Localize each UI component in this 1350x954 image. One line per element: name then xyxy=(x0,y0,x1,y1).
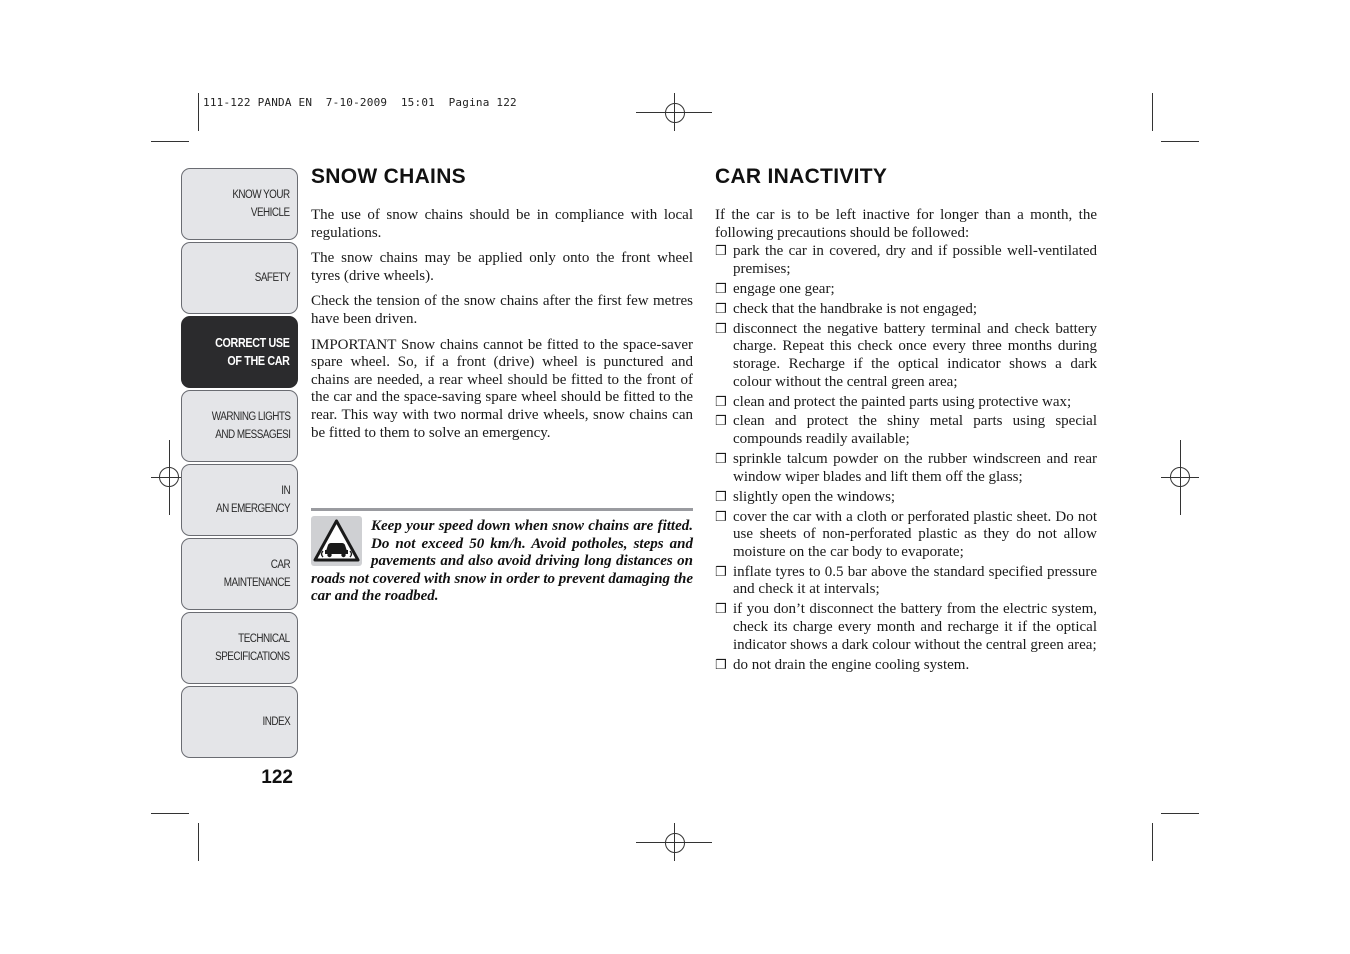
paragraph: The snow chains may be applied only onto the front wheel tyres (drive wheels). xyxy=(311,250,693,284)
paragraph: The use of snow chains should be in compliance with local regulations. xyxy=(311,207,693,241)
list-item: ❒ inflate tyres to 0.5 bar above the standard specified pressure and check it at intervals; xyxy=(715,563,1097,598)
checkbox-bullet-icon: ❒ xyxy=(715,564,727,580)
list-item: ❒ if you don’t disconnect the battery from the electric system, check its charge every month and recharge it if the optical indicator shows a dark colour without the central green area; xyxy=(715,601,1097,653)
checkbox-bullet-icon: ❒ xyxy=(715,509,727,525)
checkbox-bullet-icon: ❒ xyxy=(715,602,727,618)
snow-chains-body xyxy=(311,207,693,450)
precautions-list xyxy=(715,243,1097,674)
tab-label: TECHNICAL SPECIFICATIONS xyxy=(215,633,290,663)
snow-chains-heading: SNOW CHAINS xyxy=(311,165,466,188)
tab-label: CAR MAINTENANCE xyxy=(223,559,290,589)
checkbox-bullet-icon: ❒ xyxy=(715,394,727,410)
checkbox-bullet-icon: ❒ xyxy=(715,657,727,673)
checkbox-bullet-icon: ❒ xyxy=(715,244,727,260)
print-slug: 111-122 PANDA EN 7-10-2009 15:01 Pagina 122 xyxy=(203,96,517,109)
tab-index[interactable] xyxy=(181,686,298,758)
intro-paragraph: If the car is to be left inactive for longer than a month, the following precautions should be followed: xyxy=(715,207,1097,241)
list-item: ❒ do not drain the engine cooling system. xyxy=(715,656,970,673)
list-item: ❒ slightly open the windows; xyxy=(715,488,896,505)
section-tabs xyxy=(181,168,298,760)
checkbox-bullet-icon: ❒ xyxy=(715,489,727,505)
list-item: ❒ engage one gear; xyxy=(715,280,835,297)
checkbox-bullet-icon: ❒ xyxy=(715,452,727,468)
tab-car-maintenance[interactable] xyxy=(181,538,298,610)
car-inactivity-heading: CAR INACTIVITY xyxy=(715,165,888,188)
warning-text: Keep your speed down when snow chains are fitted. Do not exceed 50 km/h. Avoid potholes, steps and pavements and also avoid driving long distances on roads not covered with snow in order to prevent damaging the car and the roadbed. xyxy=(311,518,693,605)
tab-know-your-vehicle[interactable] xyxy=(181,168,298,240)
tab-label: CORRECT USE OF THE CAR xyxy=(215,336,290,368)
warning-note xyxy=(311,518,693,606)
tab-label: SAFETY xyxy=(254,272,290,284)
tab-safety[interactable] xyxy=(181,242,298,314)
checkbox-bullet-icon: ❒ xyxy=(715,281,727,297)
car-inactivity-body xyxy=(715,207,1097,677)
checkbox-bullet-icon: ❒ xyxy=(715,301,727,317)
list-item: ❒ cover the car with a cloth or perforated plastic sheet. Do not use sheets of non-perforated plastic as they do not allow moisture on the car body to evaporate; xyxy=(715,508,1097,560)
list-item: ❒ clean and protect the painted parts using protective wax; xyxy=(715,393,1072,410)
tab-label: INDEX xyxy=(262,716,290,728)
page-number: 122 xyxy=(261,767,293,788)
tab-correct-use-of-the-car[interactable] xyxy=(181,316,298,388)
list-item: ❒ check that the handbrake is not engaged; xyxy=(715,300,978,317)
list-item: ❒ park the car in covered, dry and if possible well-ventilated premises; xyxy=(715,243,1097,277)
paragraph: Check the tension of the snow chains after the first few metres have been driven. xyxy=(311,293,693,327)
tab-technical-specifications[interactable] xyxy=(181,612,298,684)
tab-label: WARNING LIGHTS AND MESSAGESI xyxy=(211,411,290,441)
list-item: ❒ sprinkle talcum powder on the rubber windscreen and rear window wiper blades and lift them off the glass; xyxy=(715,451,1097,485)
paragraph: IMPORTANT Snow chains cannot be fitted to the space-saver spare wheel. So, if a front (drive) wheel is punctured and chains are needed, a rear wheel should be fitted to the front of the car and the space-saving spare wheel should be fitted to the rear. This way with two normal drive wheels, snow chains can be fitted to them to solve an emergency. xyxy=(311,336,693,441)
list-item: ❒ disconnect the negative battery terminal and check battery charge. Repeat this check once every three months during storage. Recharge if the optical indicator shows a dark colour without the central green area; xyxy=(715,320,1097,390)
tab-in-an-emergency[interactable] xyxy=(181,464,298,536)
checkbox-bullet-icon: ❒ xyxy=(715,414,727,430)
list-item: ❒ clean and protect the shiny metal parts using special compounds readily available; xyxy=(715,413,1097,448)
tab-warning-lights[interactable] xyxy=(181,390,298,462)
checkbox-bullet-icon: ❒ xyxy=(715,321,727,337)
tab-label: IN AN EMERGENCY xyxy=(215,485,290,515)
warning-rule xyxy=(311,508,693,511)
tab-label: KNOW YOUR VEHICLE xyxy=(232,189,290,219)
